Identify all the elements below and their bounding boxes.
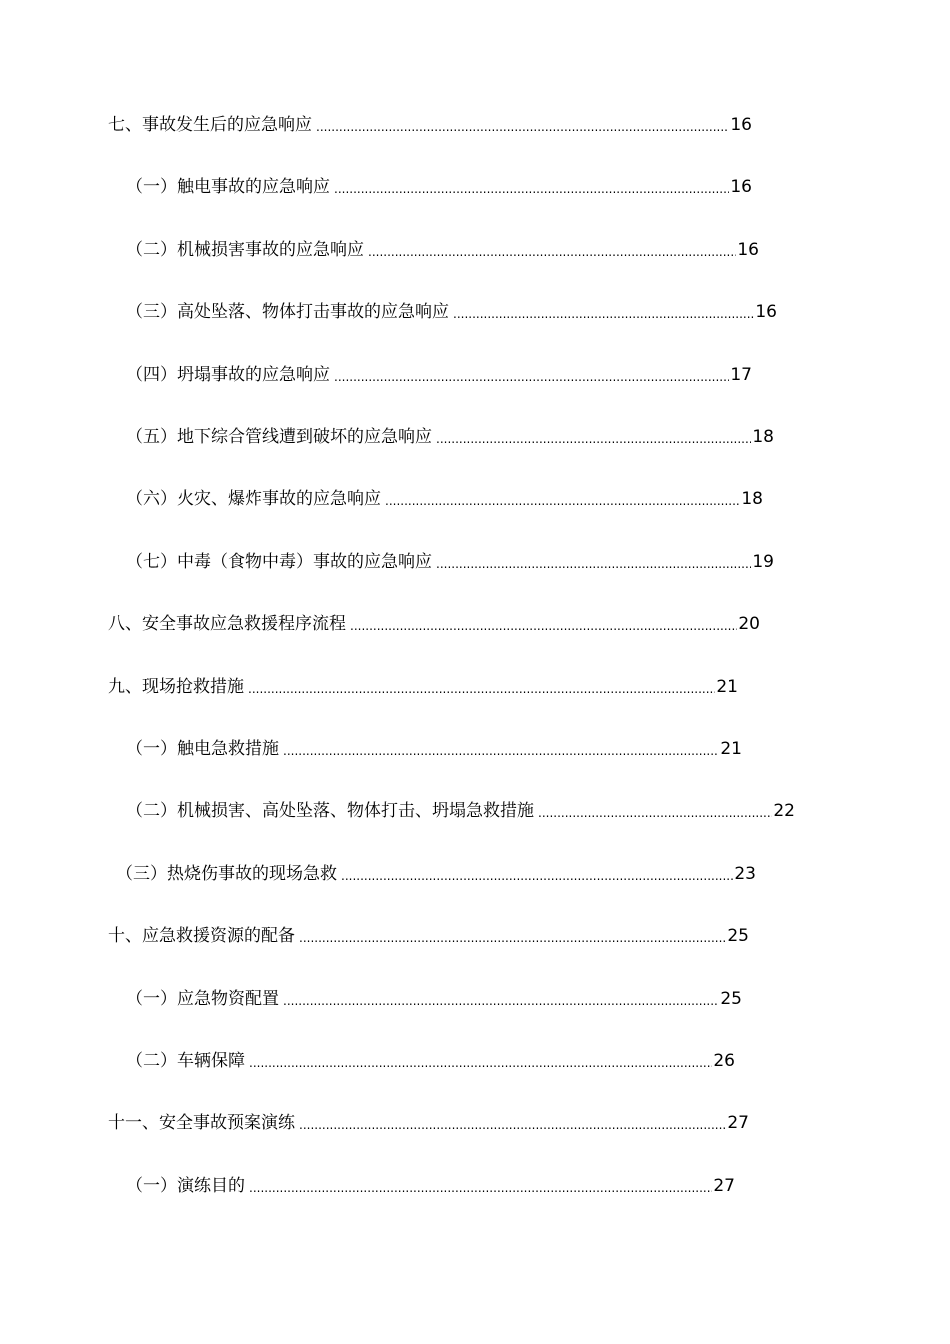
toc-page-number: 16 [730,115,752,135]
toc-dot-leader [436,425,751,453]
toc-entry-7-1[interactable] [126,173,752,201]
toc-page-number: 25 [720,989,742,1009]
toc-entry-title: （二）机械损害事故的应急响应 [126,240,364,260]
toc-entry-title: （三）高处坠落、物体打击事故的应急响应 [126,302,449,322]
toc-entry-11[interactable] [108,1109,749,1137]
toc-entry-title: 七、事故发生后的应急响应 [108,115,312,135]
toc-entry-title: （六）火灾、爆炸事故的应急响应 [126,489,381,509]
toc-page-number: 23 [734,864,756,884]
toc-entry-9-1[interactable] [126,735,742,763]
toc-entry-title: 八、安全事故应急救援程序流程 [108,614,346,634]
toc-dot-leader [368,238,736,266]
toc-page-number: 20 [738,614,760,634]
toc-dot-leader [316,113,729,141]
toc-entry-title: （一）触电事故的应急响应 [126,177,330,197]
toc-dot-leader [453,300,754,328]
toc-entry-9-2[interactable] [126,797,795,825]
toc-page-number: 27 [727,1113,749,1133]
toc-entry-9[interactable] [108,673,738,701]
toc-entry-7-3[interactable] [126,298,777,326]
toc-page-number: 16 [755,302,777,322]
toc-entry-title: 十、应急救援资源的配备 [108,926,295,946]
toc-page-number: 18 [741,489,763,509]
toc-entry-title: （二）车辆保障 [126,1051,245,1071]
toc-page-number: 27 [713,1176,735,1196]
toc-dot-leader [436,550,751,578]
toc-entry-8[interactable] [108,610,760,638]
toc-dot-leader [248,675,715,703]
toc-page-number: 17 [730,365,752,385]
toc-entry-10-2[interactable] [126,1047,735,1075]
toc-entry-title: 十一、安全事故预案演练 [108,1113,295,1133]
toc-page-number: 19 [752,552,774,572]
toc-entry-title: （五）地下综合管线遭到破坏的应急响应 [126,427,432,447]
toc-dot-leader [299,1111,726,1139]
toc-entry-7-4[interactable] [126,361,752,389]
toc-entry-9-3[interactable] [116,860,756,888]
toc-entry-title: （一）触电急救措施 [126,739,279,759]
toc-entry-title: （一）演练目的 [126,1176,245,1196]
toc-entry-7-6[interactable] [126,485,763,513]
toc-entry-title: （四）坍塌事故的应急响应 [126,365,330,385]
toc-entry-title: 九、现场抢救措施 [108,677,244,697]
toc-entry-title: （三）热烧伤事故的现场急救 [116,864,337,884]
toc-page-number: 16 [730,177,752,197]
toc-page-number: 22 [773,801,795,821]
toc-entry-10[interactable] [108,922,749,950]
toc-dot-leader [385,487,740,515]
toc-dot-leader [283,737,719,765]
toc-entry-7-2[interactable] [126,236,759,264]
toc-dot-leader [283,987,719,1015]
toc-entry-7[interactable] [108,111,752,139]
toc-page-number: 21 [716,677,738,697]
toc-dot-leader [538,799,772,827]
toc-entry-7-7[interactable] [126,548,774,576]
toc-dot-leader [249,1174,712,1202]
toc-entry-title: （二）机械损害、高处坠落、物体打击、坍塌急救措施 [126,801,534,821]
toc-page-number: 21 [720,739,742,759]
toc-page-number: 18 [752,427,774,447]
toc-dot-leader [334,175,729,203]
toc-entry-11-1[interactable] [126,1172,735,1200]
toc-entry-title: （七）中毒（食物中毒）事故的应急响应 [126,552,432,572]
toc-dot-leader [299,924,726,952]
toc-entry-7-5[interactable] [126,423,774,451]
toc-dot-leader [341,862,733,890]
toc-page-number: 26 [713,1051,735,1071]
toc-entry-10-1[interactable] [126,985,742,1013]
toc-dot-leader [249,1049,712,1077]
toc-dot-leader [350,612,737,640]
toc-page-number: 25 [727,926,749,946]
toc-entry-title: （一）应急物资配置 [126,989,279,1009]
toc-page-number: 16 [737,240,759,260]
toc-dot-leader [334,363,729,391]
